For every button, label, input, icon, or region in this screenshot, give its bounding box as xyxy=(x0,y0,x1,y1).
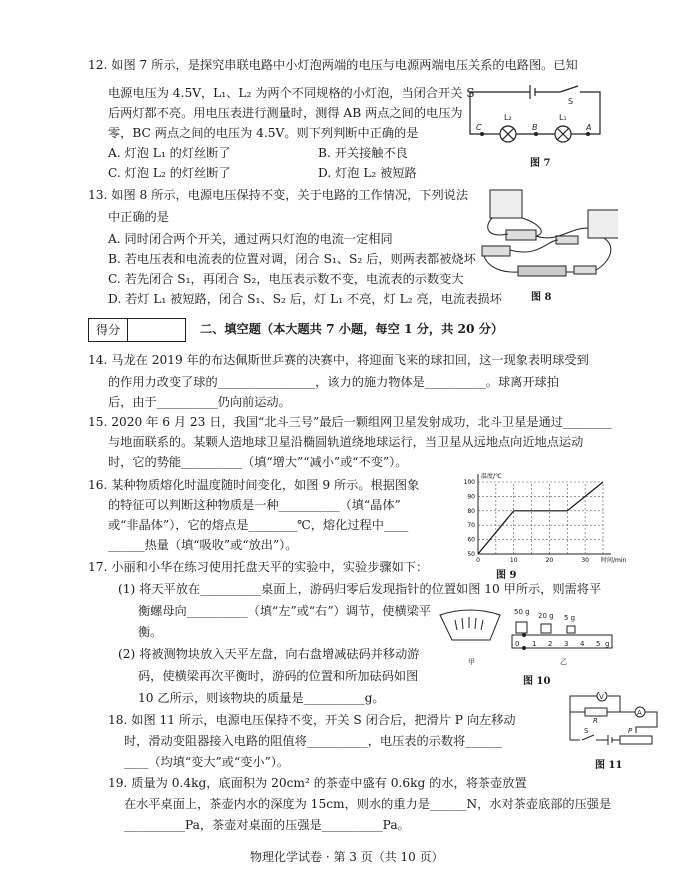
svg-text:5: 5 xyxy=(596,640,601,648)
q13-option-d: D. 若灯 L₁ 被短路，闭合 S₁、S₂ 后，灯 L₁ 不亮，灯 L₂ 亮，电流表损坏 xyxy=(108,292,502,306)
label-a: A xyxy=(637,709,642,717)
label-l2: L₂ xyxy=(504,113,512,122)
q16-line: ______热量（填“吸收”或“放出”）。 xyxy=(108,538,298,552)
figure-7-caption: 图 7 xyxy=(530,158,551,169)
y-axis-label: 温度/℃ xyxy=(481,473,502,480)
q12-option-c: C. 灯泡 L₂ 的灯丝断了 xyxy=(108,166,231,180)
q17-line: (2) 将被测物块放入天平左盘，向右盘增减砝码并移动游 xyxy=(118,647,420,661)
y-tick-label: 90 xyxy=(467,493,475,501)
q15-line: 与地面联系的。某颗人造地球卫星沿椭圆轨道绕地球运行，当卫星从远地点向近地点运动 xyxy=(108,435,584,449)
q19-line: __________Pa，茶壶对桌面的压强是__________Pa。 xyxy=(124,818,410,832)
q16-line: 或“非晶体”），它的熔点是________℃，熔化过程中____ xyxy=(108,518,409,532)
label-jia: 甲 xyxy=(468,658,475,666)
q18-line: 时，滑动变阻器接入电路的阻值将__________，电压表的示数将______ xyxy=(124,734,502,748)
figure-10-balance xyxy=(430,600,630,670)
score-field[interactable] xyxy=(128,319,185,341)
figure-7-circuit xyxy=(460,82,610,162)
q12-line: 电源电压为 4.5V，L₁、L₂ 为两个不同规格的小灯泡，当闭合开关 S xyxy=(108,86,475,100)
q14-line: 14. 马龙在 2019 年的布达佩斯世乒赛的决赛中，将迎面飞来的球扣回，这一现象表明球受到 xyxy=(88,353,589,367)
figure-8-caption: 图 8 xyxy=(531,292,552,303)
label-c: C xyxy=(476,123,482,132)
q18-line: ____（均填“变大”或“变小”）。 xyxy=(124,755,290,769)
label-b: B xyxy=(532,123,538,132)
svg-text:2: 2 xyxy=(548,640,553,648)
q12-option-b: B. 开关接触不良 xyxy=(318,146,408,160)
q13-option-b: B. 若电压表和电流表的位置对调，闭合 S₁、S₂ 后，则两表都被烧坏 xyxy=(108,252,476,266)
label-l1: L₁ xyxy=(559,113,567,122)
svg-text:0: 0 xyxy=(515,640,520,648)
y-tick-label: 60 xyxy=(467,536,475,544)
q12-line: 后两灯都不亮。用电压表进行测量时，测得 AB 两点之间的电压为 xyxy=(108,106,463,120)
q13-line: 中正确的是 xyxy=(108,210,169,224)
q13-option-c: C. 若先闭合 S₁，再闭合 S₂，电压表示数不变，电流表的示数变大 xyxy=(108,272,464,286)
svg-text:3: 3 xyxy=(564,640,569,648)
y-tick-label: 70 xyxy=(467,522,475,530)
svg-text:1: 1 xyxy=(532,640,537,648)
score-box xyxy=(88,318,186,342)
svg-text:g: g xyxy=(605,640,610,648)
q14-line: 的作用力改变了球的________________，该力的施力物体是__________。球离开球拍 xyxy=(108,375,559,389)
q18-line: 18. 如图 11 所示，电源电压保持不变，开关 S 闭合后，把滑片 P 向左移动 xyxy=(108,713,516,727)
label-v: V xyxy=(599,693,604,701)
q12-option-a: A. 灯泡 L₁ 的灯丝断了 xyxy=(108,146,231,160)
figure-11-caption: 图 11 xyxy=(595,760,623,771)
q15-line: 15. 2020 年 6 月 23 日，我国“北斗三号”最后一颗组网卫星发射成功，北斗卫星是通过________ xyxy=(88,415,612,429)
figure-9-caption: 图 9 xyxy=(496,570,517,581)
weight-label: 20 g xyxy=(538,612,554,620)
y-tick-label: 80 xyxy=(467,507,475,515)
q14-line: 后，由于__________仍向前运动。 xyxy=(108,395,291,409)
label-a: A xyxy=(586,123,592,132)
label-s: S xyxy=(568,97,574,106)
x-tick-label: 10 xyxy=(509,557,518,564)
q17-line: (1) 将天平放在__________桌面上，游码归零后发现指针的位置如图 10 甲所示，则需将平 xyxy=(118,582,602,596)
q19-line: 在水平桌面上，茶壶内水的深度为 15cm，则水的重力是______N，水对茶壶底部的压强是 xyxy=(124,797,612,811)
label-yi: 乙 xyxy=(560,658,567,666)
y-tick-label: 100 xyxy=(463,479,475,486)
page-footer: 物理化学试卷 · 第 3 页（共 10 页） xyxy=(250,850,444,864)
q19-line: 19. 质量为 0.4kg，底面积为 20cm² 的茶壶中盛有 0.6kg 的水，将茶壶放置 xyxy=(108,776,527,790)
score-label: 得分 xyxy=(89,319,128,341)
figure-10-caption: 图 10 xyxy=(523,676,551,687)
section-title: 二、填空题（本大题共 7 小题，每空 1 分，共 20 分） xyxy=(200,322,504,336)
figure-9-chart xyxy=(458,470,628,568)
label-s: S xyxy=(584,727,589,735)
q16-line: 的特征可以判断这种物质是一种__________（填“晶体” xyxy=(108,498,401,512)
x-tick-label: 0 xyxy=(476,557,480,564)
q15-line: 时，它的势能__________（填“增大”“减小”或“不变”）。 xyxy=(108,455,408,469)
q17-line: 衡螺母向__________（填“左”或“右”）调节，使横梁平 xyxy=(138,604,432,618)
weight-label: 5 g xyxy=(564,614,576,622)
q12-line: 12. 如图 7 所示，是探究串联电路中小灯泡两端的电压与电源两端电压关系的电路图。已知 xyxy=(88,58,578,72)
x-axis-label: 时间/min xyxy=(601,557,627,564)
label-p: P xyxy=(628,727,633,735)
y-tick-label: 50 xyxy=(467,551,475,558)
figure-11-circuit xyxy=(560,692,670,754)
x-tick-label: 30 xyxy=(581,557,589,564)
weight-label: 50 g xyxy=(514,608,530,616)
figure-8-circuit xyxy=(478,188,618,288)
q12-line: 零，BC 两点之间的电压为 4.5V。则下列判断中正确的是 xyxy=(108,126,419,140)
q17-line: 衡。 xyxy=(138,625,163,639)
q13-line: 13. 如图 8 所示，电源电压保持不变，关于电路的工作情况，下列说法 xyxy=(88,188,469,202)
svg-text:4: 4 xyxy=(580,640,585,648)
q12-option-d: D. 灯泡 L₂ 被短路 xyxy=(318,166,417,180)
q17-line: 10 乙所示，则该物块的质量是__________g。 xyxy=(138,691,385,705)
q13-option-a: A. 同时闭合两个开关，通过两只灯泡的电流一定相同 xyxy=(108,232,393,246)
q17-line: 17. 小丽和小华在练习使用托盘天平的实验中，实验步骤如下： xyxy=(88,560,429,574)
series-line xyxy=(478,482,603,554)
q16-line: 16. 某种物质熔化时温度随时间变化，如图 9 所示。根据图象 xyxy=(88,478,420,492)
label-r: R xyxy=(593,717,598,725)
q17-line: 码，使横梁再次平衡时，游码的位置和所加砝码如图 xyxy=(138,669,419,683)
x-tick-label: 20 xyxy=(545,557,554,564)
